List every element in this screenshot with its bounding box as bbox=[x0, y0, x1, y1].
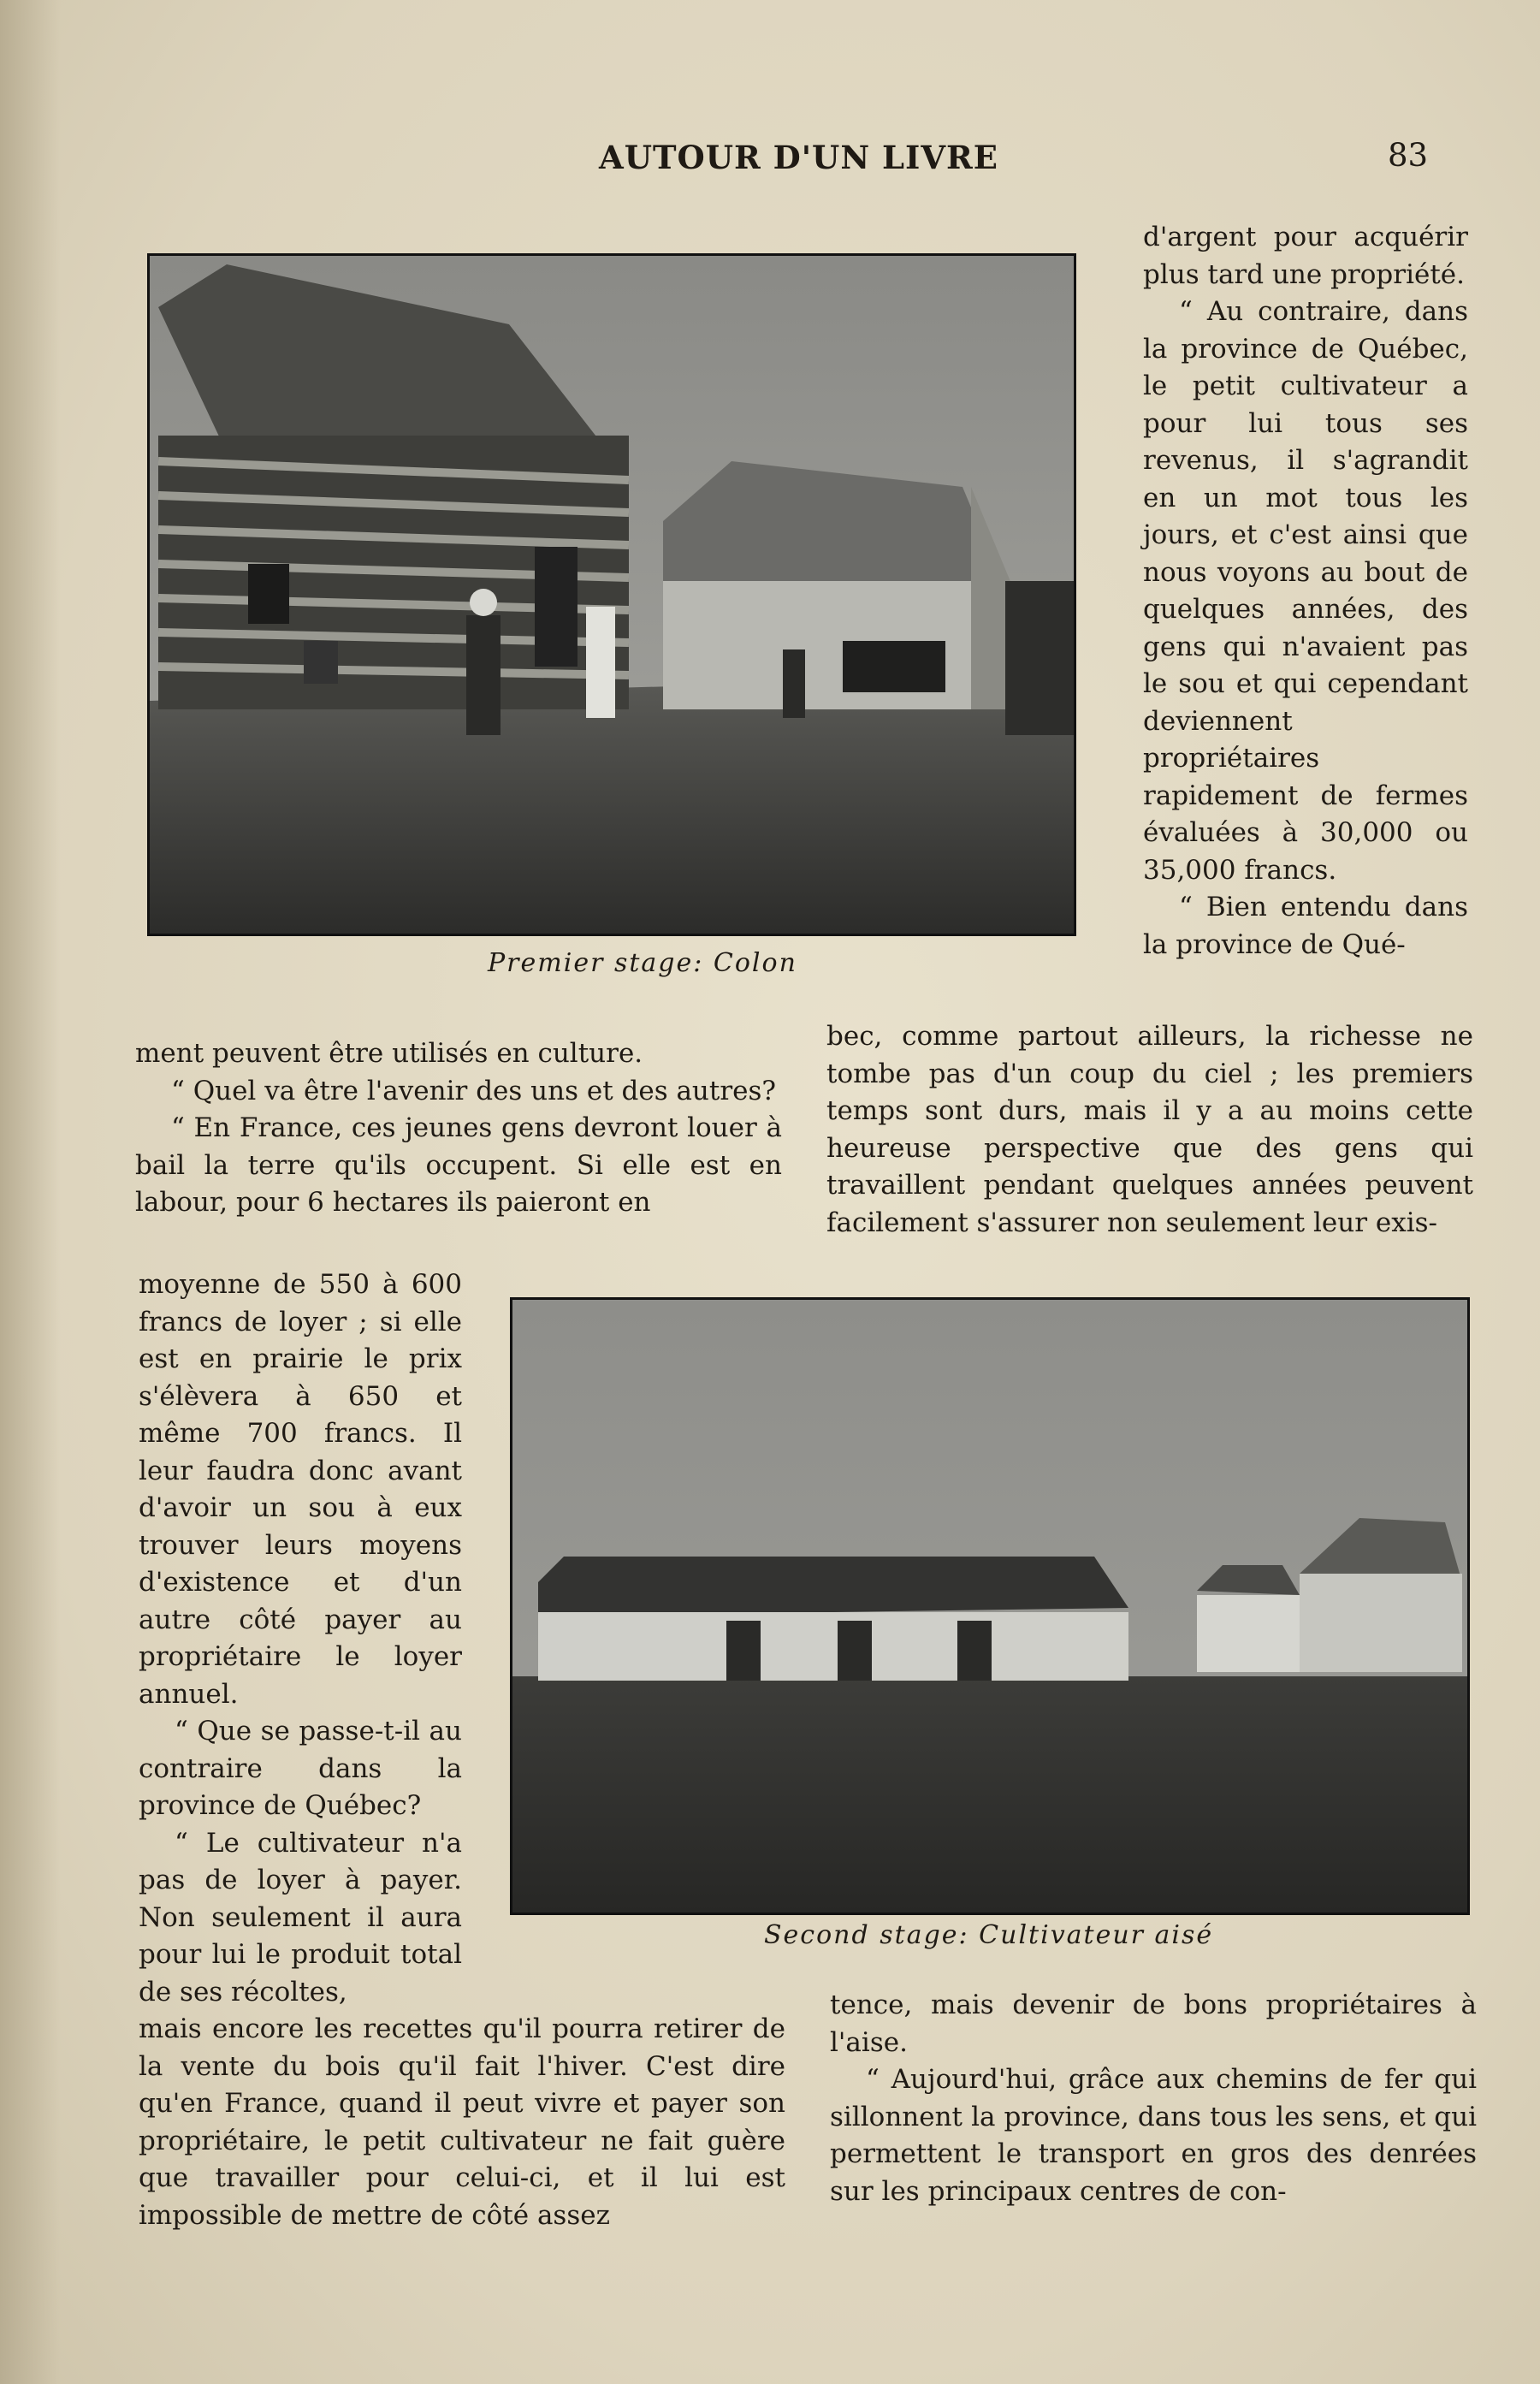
photo-log-cabin bbox=[147, 253, 1076, 936]
text-right-top bbox=[1143, 219, 1468, 964]
paragraph: ment peuvent être utilisés en culture. bbox=[135, 1038, 643, 1069]
photo-farm-buildings bbox=[510, 1297, 1470, 1915]
paragraph: “ Que se passe-t-il au contraire dans la province de Québec? bbox=[139, 1716, 462, 1821]
paragraph: “ Bien entendu dans la province de Qué- bbox=[1143, 892, 1468, 960]
paragraph: “ Aujourd'hui, grâce aux chemins de fer qui sillonnent la province, dans tous les sens, et qui permettent le transport en gros des denrées sur les principaux centres de con- bbox=[830, 2064, 1477, 2207]
book-gutter-shadow bbox=[0, 0, 60, 2384]
figure-caption-2: Second stage: Cultivateur aisé bbox=[764, 1920, 1214, 1950]
text-right-bottom bbox=[830, 1987, 1477, 2210]
figure-caption-1: Premier stage: Colon bbox=[488, 948, 797, 978]
running-header-title: AUTOUR D'UN LIVRE bbox=[599, 139, 998, 176]
paragraph: d'argent pour acquérir plus tard une propriété. bbox=[1143, 222, 1468, 290]
text-left-middle bbox=[135, 1035, 782, 1222]
paragraph: “ Le cultivateur n'a pas de loyer à payer. Non seulement il aura pour lui le produit total de ses récoltes, bbox=[139, 1827, 462, 2007]
text-left-bottom bbox=[139, 2011, 785, 2234]
paragraph: “ Quel va être l'avenir des uns et des autres? bbox=[171, 1075, 777, 1106]
paragraph: tence, mais devenir de bons propriétaires à l'aise. bbox=[830, 1990, 1477, 2058]
page-number: 83 bbox=[1388, 137, 1429, 174]
paragraph: “ Au contraire, dans la province de Québec, le petit cultivateur a pour lui tous ses revenus, il s'agrandit en un mot tous les jours, et c'est ainsi que nous voyons au bout de quelques années, des gens qui n'avaient pas le sou et qui cependant deviennent propriétaires rapidement de fermes évaluées à 30,000 ou 35,000 francs. bbox=[1143, 296, 1468, 886]
text-left-narrow bbox=[139, 1266, 462, 2011]
text-right-middle bbox=[826, 1018, 1473, 1242]
paragraph: bec, comme partout ailleurs, la richesse ne tombe pas d'un coup du ciel ; les premiers temps sont durs, mais il y a au moins cette heureuse perspective que des gens qui travaillent pendant quelques années peuvent facilement s'assurer non seulement leur exis- bbox=[826, 1021, 1473, 1238]
paragraph: moyenne de 550 à 600 francs de loyer ; si elle est en prairie le prix s'élèvera à 650 et même 700 francs. Il leur faudra donc avant d'avoir un sou à eux trouver leurs moyens d'existence et d'un autre côté payer au propriétaire le loyer annuel. bbox=[139, 1269, 462, 1710]
paragraph: mais encore les recettes qu'il pourra retirer de la vente du bois qu'il fait l'hiver. C'est dire qu'en France, quand il peut vivre et payer son propriétaire, le petit cultivateur ne fait guère que travailler pour celui-ci, et il lui est impossible de mettre de côté assez bbox=[139, 2013, 785, 2231]
paragraph: “ En France, ces jeunes gens devront louer à bail la terre qu'ils occupent. Si elle est en labour, pour 6 hectares ils paieront en bbox=[135, 1112, 782, 1218]
